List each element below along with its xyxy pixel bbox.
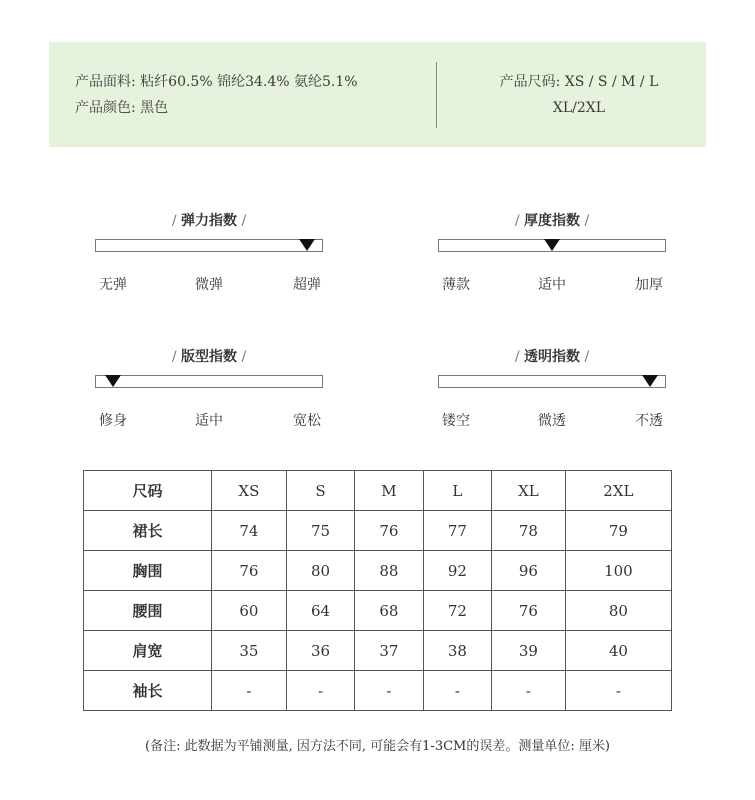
indicator-labels (95, 410, 323, 430)
table-cell: 40 (565, 631, 671, 671)
table-row (84, 511, 672, 551)
table-row-label: 腰围 (84, 591, 212, 631)
indicator-bar (95, 375, 323, 388)
indicator-marker (105, 375, 121, 387)
table-header-cell: XL (492, 471, 566, 511)
material-text: 产品面料: 粘纤60.5% 锦纶34.4% 氨纶5.1% (75, 74, 358, 90)
color-text: 产品颜色: 黑色 (75, 100, 169, 116)
indicator-label-mid: 微弹 (195, 277, 223, 293)
indicator-labels (95, 274, 323, 294)
table-cell: - (492, 671, 566, 711)
table-cell: 36 (286, 631, 354, 671)
indicator-bar (95, 239, 323, 252)
indicator-marker (299, 239, 315, 251)
table-header-cell: L (423, 471, 491, 511)
table-cell: 92 (423, 551, 491, 591)
table-header-cell: 2XL (565, 471, 671, 511)
table-row (84, 671, 672, 711)
table-cell: 78 (492, 511, 566, 551)
indicator-marker (544, 239, 560, 251)
table-cell: 79 (565, 511, 671, 551)
product-info-right (459, 69, 699, 121)
table-cell: 80 (565, 591, 671, 631)
table-cell: 88 (355, 551, 423, 591)
indicator-label-low: 镂空 (442, 413, 470, 429)
table-row (84, 631, 672, 671)
table-row-label: 袖长 (84, 671, 212, 711)
indicator-label-low: 无弹 (99, 277, 127, 293)
indicator-label-high: 宽松 (293, 413, 321, 429)
table-cell: 77 (423, 511, 491, 551)
table-cell: 35 (212, 631, 287, 671)
indicator-bar (438, 375, 666, 388)
table-header-cell: S (286, 471, 354, 511)
indicator-title: / 弹力指数 / (171, 213, 247, 229)
table-row-label: 胸围 (84, 551, 212, 591)
indicator-labels (438, 274, 666, 294)
table-cell: 80 (286, 551, 354, 591)
product-info-panel (49, 42, 706, 147)
table-row-label: 裙长 (84, 511, 212, 551)
indicator-title: / 版型指数 / (171, 349, 247, 365)
table-cell: - (423, 671, 491, 711)
table-row (84, 551, 672, 591)
sizes-text-line2: XL/2XL (552, 100, 606, 116)
indicator-label-high: 超弹 (293, 277, 321, 293)
table-cell: 74 (212, 511, 287, 551)
indicator-label-low: 修身 (99, 413, 127, 429)
indicator-title: / 厚度指数 / (514, 213, 590, 229)
table-cell: - (355, 671, 423, 711)
table-cell: 64 (286, 591, 354, 631)
indicator-title: / 透明指数 / (514, 349, 590, 365)
indicator-label-low: 薄款 (442, 277, 470, 293)
table-row (84, 591, 672, 631)
table-header-row (84, 471, 672, 511)
indicator-marker (642, 375, 658, 387)
table-cell: 96 (492, 551, 566, 591)
table-cell: 100 (565, 551, 671, 591)
table-header-cell: M (355, 471, 423, 511)
table-cell: 39 (492, 631, 566, 671)
table-cell: 75 (286, 511, 354, 551)
indicator-label-high: 加厚 (635, 277, 663, 293)
indicator-labels (438, 410, 666, 430)
table-row-label: 肩宽 (84, 631, 212, 671)
indicator-label-high: 不透 (635, 413, 663, 429)
size-table (83, 470, 672, 711)
table-cell: 72 (423, 591, 491, 631)
info-divider (436, 62, 437, 128)
table-cell: - (212, 671, 287, 711)
table-cell: - (286, 671, 354, 711)
table-header-cell: 尺码 (84, 471, 212, 511)
measurement-note: (备注: 此数据为平铺测量, 因方法不同, 可能会有1-3CM的误差。测量单位: 厘米) (145, 739, 610, 754)
table-cell: 68 (355, 591, 423, 631)
table-cell: 76 (355, 511, 423, 551)
table-cell: 60 (212, 591, 287, 631)
table-cell: 76 (492, 591, 566, 631)
table-cell: 37 (355, 631, 423, 671)
sizes-text-line1: 产品尺码: XS / S / M / L (499, 74, 659, 90)
table-header-cell: XS (212, 471, 287, 511)
indicator-label-mid: 微透 (538, 413, 566, 429)
table-cell: - (565, 671, 671, 711)
product-info-left (75, 69, 358, 121)
indicator-label-mid: 适中 (195, 413, 223, 429)
table-cell: 38 (423, 631, 491, 671)
indicator-label-mid: 适中 (538, 277, 566, 293)
table-cell: 76 (212, 551, 287, 591)
